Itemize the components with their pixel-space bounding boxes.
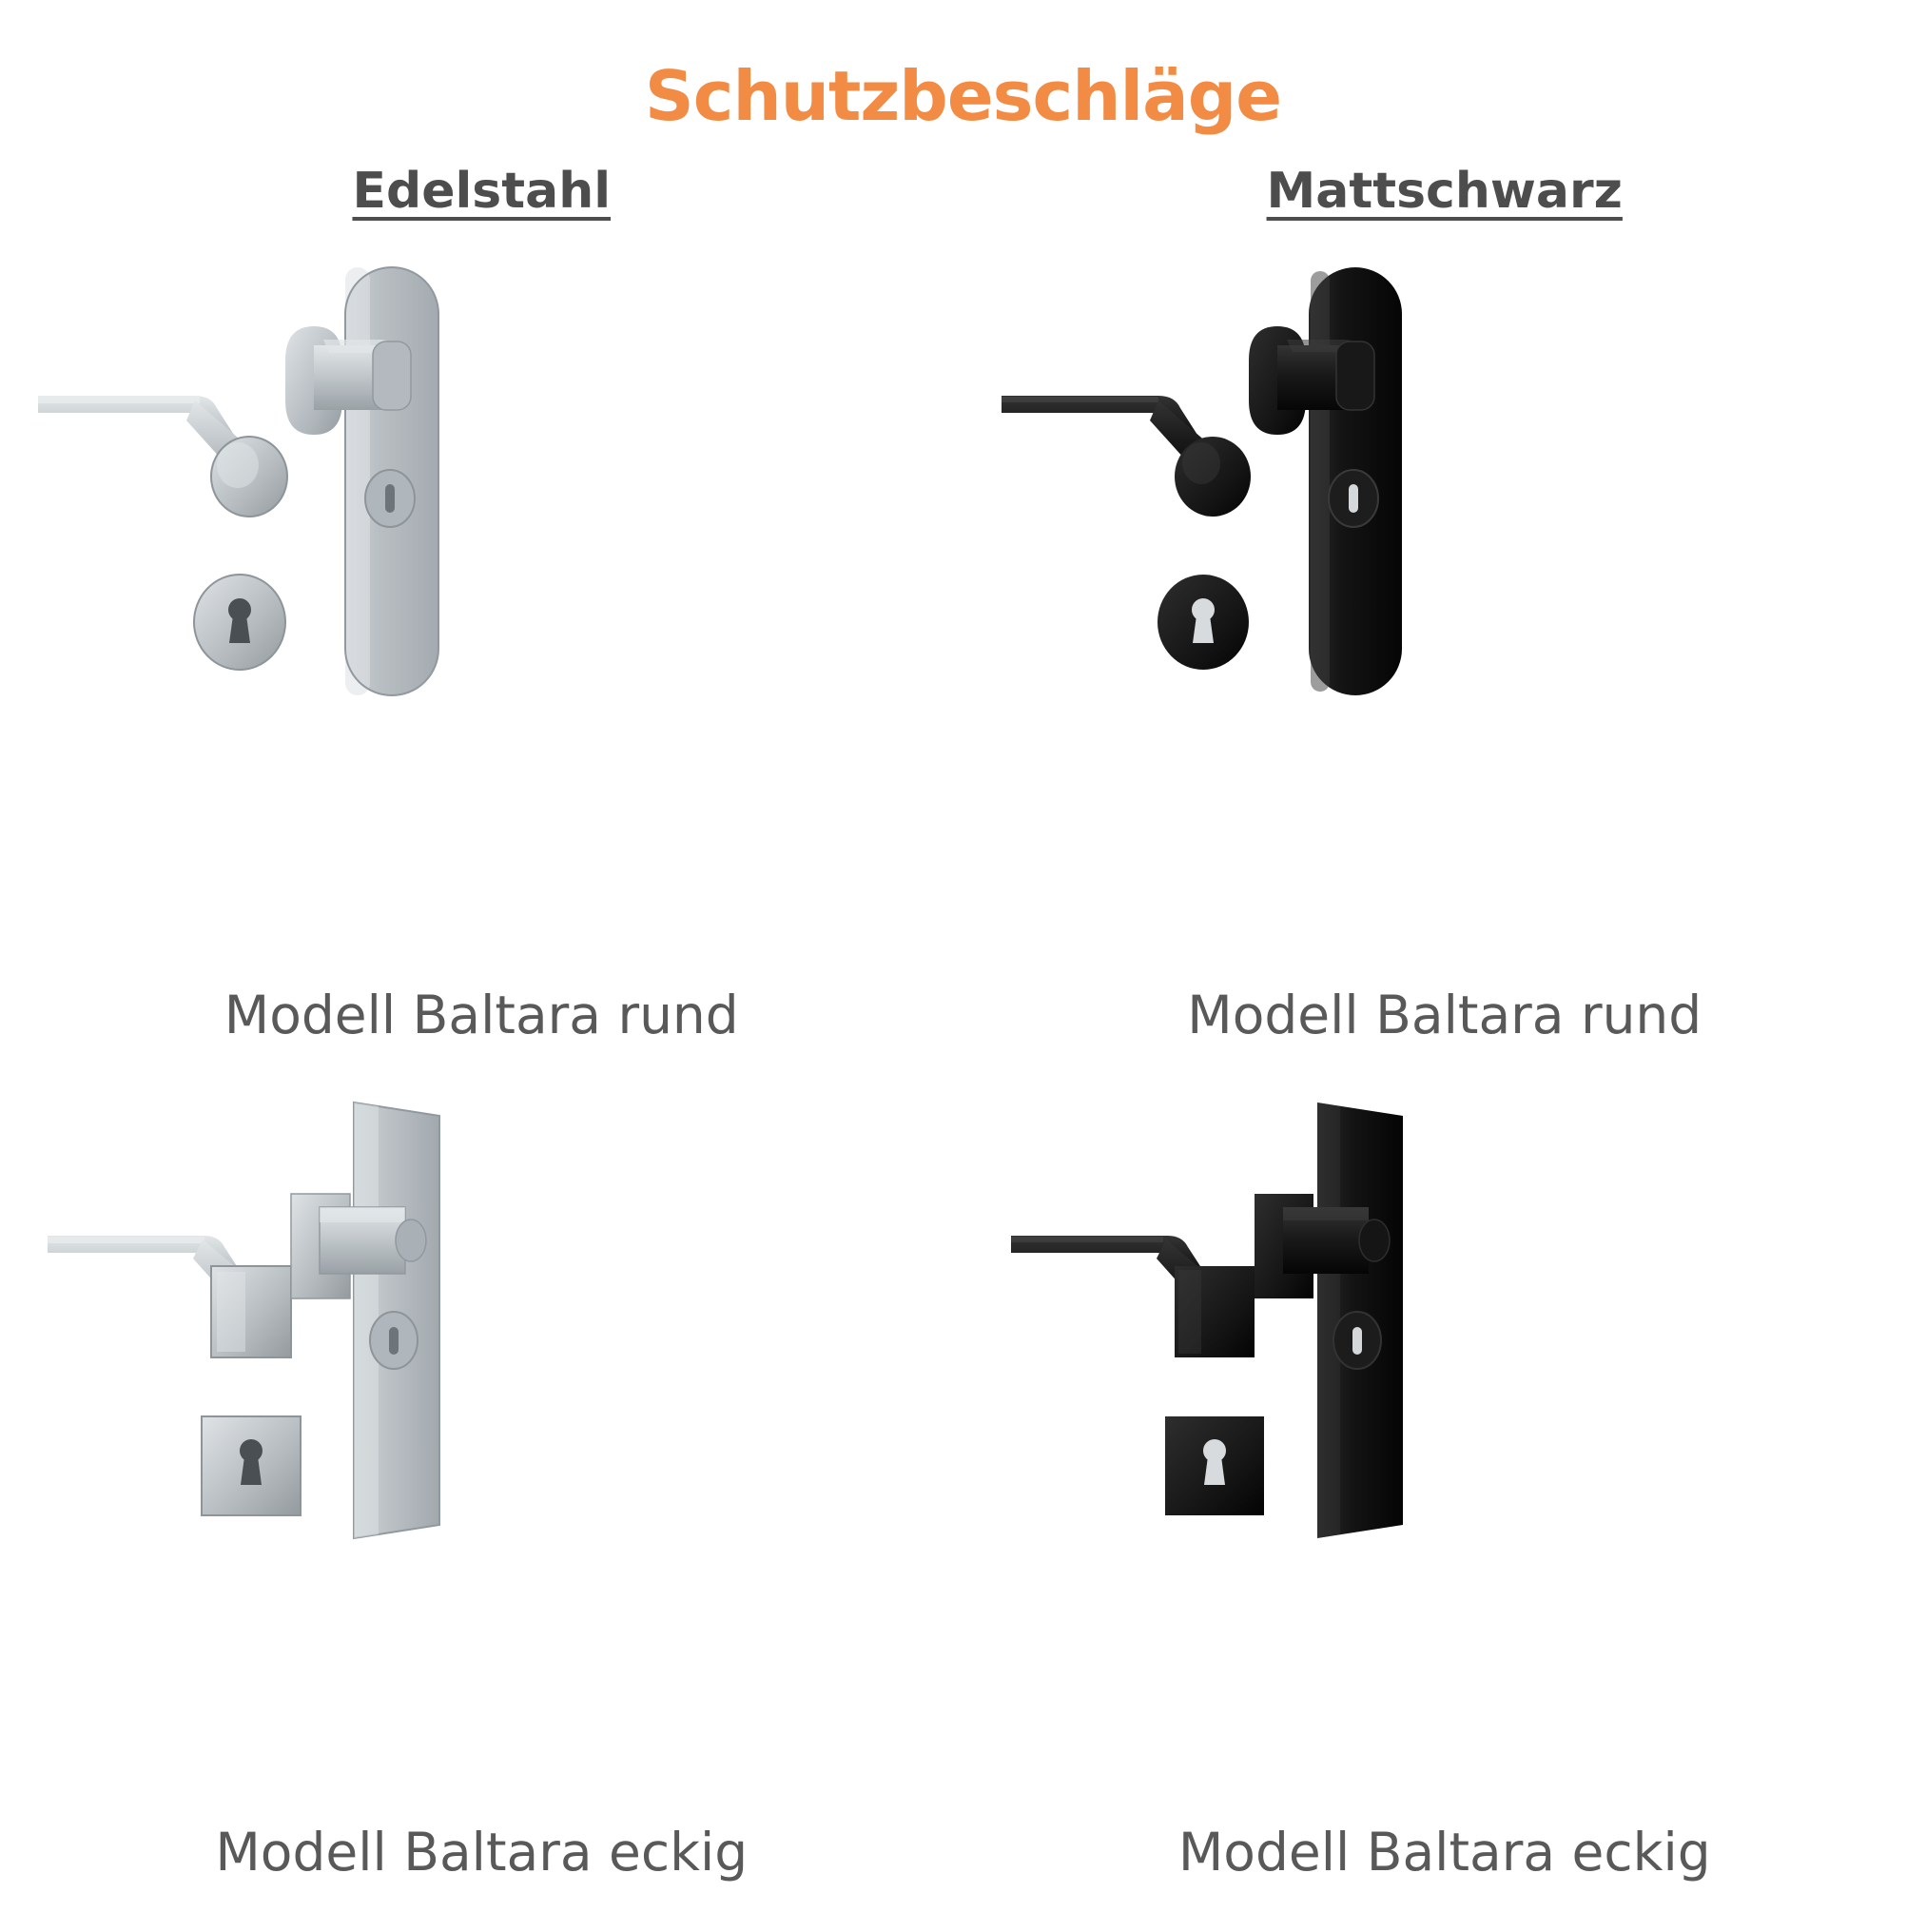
security-plate-icon <box>1309 267 1402 695</box>
security-plate-icon <box>345 267 438 695</box>
keyhole-icon <box>194 575 285 670</box>
keyhole-icon <box>202 1416 301 1515</box>
product-caption: Modell Baltara rund <box>0 985 963 1045</box>
column-heading-label: Edelstahl <box>0 163 963 220</box>
product-image-edelstahl-eckig <box>0 1095 963 1761</box>
column-headings <box>0 163 1926 220</box>
product-cell-mattschwarz-rund[interactable] <box>963 258 1926 1095</box>
product-cell-edelstahl-eckig[interactable] <box>0 1095 963 1932</box>
column-heading-mattschwarz <box>963 163 1926 220</box>
product-caption: Modell Baltara rund <box>963 985 1926 1045</box>
product-caption: Modell Baltara eckig <box>0 1822 963 1883</box>
keyhole-icon <box>1165 1416 1264 1515</box>
column-heading-edelstahl <box>0 163 963 220</box>
door-handle-icon <box>1011 1236 1255 1357</box>
product-image-mattschwarz-rund <box>963 258 1926 924</box>
security-plate-icon <box>1317 1103 1403 1538</box>
product-grid <box>0 258 1926 1932</box>
security-plate-icon <box>354 1103 439 1538</box>
product-cell-mattschwarz-eckig[interactable] <box>963 1095 1926 1932</box>
product-caption: Modell Baltara eckig <box>963 1822 1926 1883</box>
keyhole-icon <box>1158 575 1249 670</box>
product-image-edelstahl-rund <box>0 258 963 924</box>
product-cell-edelstahl-rund[interactable] <box>0 258 963 1095</box>
door-handle-icon <box>1002 396 1251 517</box>
page-title: Schutzbeschläge <box>0 0 1926 134</box>
column-heading-label: Mattschwarz <box>963 163 1926 220</box>
product-image-mattschwarz-eckig <box>963 1095 1926 1761</box>
